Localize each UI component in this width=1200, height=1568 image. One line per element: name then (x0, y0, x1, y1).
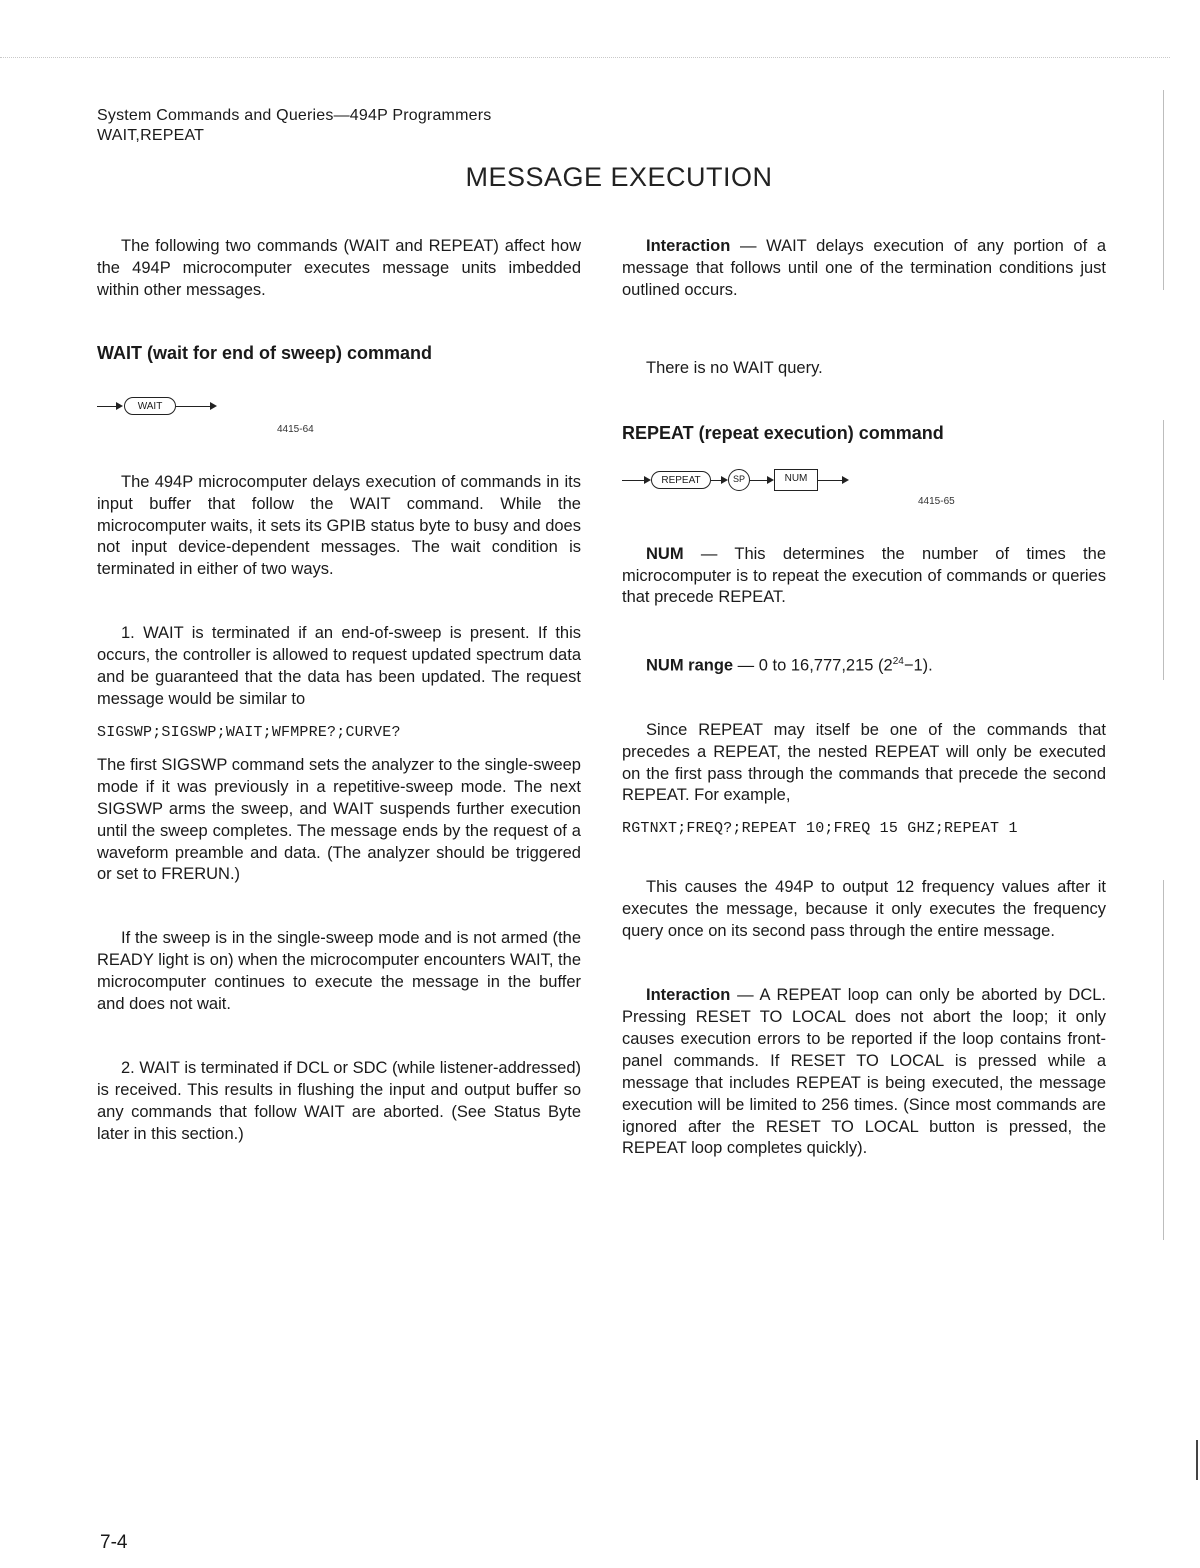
single-sweep-note: If the sweep is in the single-sweep mode and is not armed (the READY light is on) when the microcomputer encounters WAIT, the microcomputer continues to execute the message in the buffer and does not wait. (97, 929, 581, 1014)
sp-node: SP (728, 469, 750, 491)
scan-edge-mark (1163, 880, 1164, 1240)
interaction-text: — WAIT delays execution of any portion of a message that follows until one of the termination conditions just outlined occurs. (622, 237, 1106, 299)
no-wait-query: There is no WAIT query. (646, 358, 823, 377)
num-text: — This determines the number of times the microcomputer is to repeat the execution of commands or queries that precede REPEAT. (622, 544, 1106, 607)
scan-edge-mark (1163, 420, 1164, 680)
page-title: MESSAGE EXECUTION (465, 162, 773, 192)
figure-number: 4415-64 (277, 423, 314, 435)
arrow-icon (721, 476, 728, 484)
num-range-label: NUM range (646, 656, 734, 675)
diagram-exit-line (176, 406, 214, 407)
intro-paragraph: The following two commands (WAIT and REPEAT) affect how the 494P microcomputer executes message units imbedded within other messages. (97, 237, 581, 299)
nested-repeat-paragraph: Since REPEAT may itself be one of the commands that precedes a REPEAT, the nested REPEAT will only be executed on the first pass through the commands that precede the second REPEAT. For example, (622, 720, 1106, 805)
interaction-label: Interaction (646, 237, 731, 255)
num-label: NUM (646, 544, 684, 563)
num-range-end: −1). (903, 656, 933, 675)
repeat-interaction (622, 985, 1106, 1160)
page-number: 7-4 (100, 1532, 128, 1553)
code-example-1: SIGSWP;SIGSWP;WAIT;WFMPRE?;CURVE? (97, 723, 401, 741)
num-node: NUM (774, 469, 818, 491)
code-example-2: RGTNXT;FREQ?;REPEAT 10;FREQ 15 GHZ;REPEAT 1 (622, 820, 1018, 838)
scan-edge-mark (1196, 1440, 1198, 1480)
arrow-icon (767, 476, 774, 484)
wait-condition-1: 1. WAIT is terminated if an end-of-sweep is present. If this occurs, the controller is allowed to request updated spectrum data and be guaranteed that the data has been updated. The request message would be similar to (97, 624, 581, 708)
repeat-heading: REPEAT (repeat execution) command (622, 422, 944, 443)
sigswp-explanation: The first SIGSWP command sets the analyzer to the single-sweep mode if it was previously in a repetitive-sweep mode. The next SIGSWP arms the sweep, and WAIT suspends further execution until the sweep completes. The message ends by the request of a waveform preamble and data. (The analyzer should be triggered or set to FRERUN.) (97, 755, 581, 884)
num-range (622, 651, 1106, 677)
wait-description: The 494P microcomputer delays execution of commands in its input buffer that follow the WAIT command. While the microcomputer waits, it sets its GPIB status byte to busy and does not input device-dependent messages. The wait condition is terminated in either of two ways. (97, 472, 581, 579)
figure-number: 4415-65 (918, 495, 955, 507)
repeat-result-paragraph: This causes the 494P to output 12 frequency values after it executes the message, because it only executes the frequency query once on its second pass through the entire message. (622, 878, 1106, 941)
num-range-exponent: 24 (892, 656, 904, 668)
wait-node: WAIT (124, 397, 176, 415)
wait-interaction (622, 236, 1106, 302)
wait-heading: WAIT (wait for end of sweep) command (97, 342, 433, 363)
wait-syntax-diagram (97, 394, 581, 434)
arrow-icon (644, 476, 651, 484)
interaction-label: Interaction (646, 986, 731, 1005)
top-rule (0, 57, 1170, 58)
wait-condition-2: 2. WAIT is terminated if DCL or SDC (while listener-addressed) is received. This results in flushing the input and output buffer so any commands that follow WAIT are aborted. (See Status Byte later in this section.) (97, 1058, 581, 1143)
num-range-text: — 0 to 16,777,215 (2 (733, 656, 893, 675)
arrow-icon (210, 402, 217, 410)
repeat-node: REPEAT (651, 471, 711, 489)
interaction-text: — A REPEAT loop can only be aborted by DCL. Pressing RESET TO LOCAL does not abort the loop; it only causes execution errors to be reported if the loop contains front-panel commands. If RESET TO LOCAL is pressed while a message that includes REPEAT is being executed, the message execution will be limited to 256 times. (Since most commands are ignored after the RESET TO LOCAL button is pressed, the REPEAT loop completes quickly). (622, 986, 1106, 1158)
header-line-2: WAIT,REPEAT (97, 127, 205, 144)
running-header (97, 106, 491, 146)
right-column (622, 236, 1106, 1160)
repeat-syntax-diagram (622, 468, 1106, 506)
num-description (622, 544, 1106, 610)
header-line-1: System Commands and Queries—494P Programmers (97, 107, 492, 124)
left-column (97, 236, 581, 1146)
arrow-icon (842, 476, 849, 484)
arrow-icon (116, 402, 123, 410)
scan-edge-mark (1163, 90, 1164, 290)
